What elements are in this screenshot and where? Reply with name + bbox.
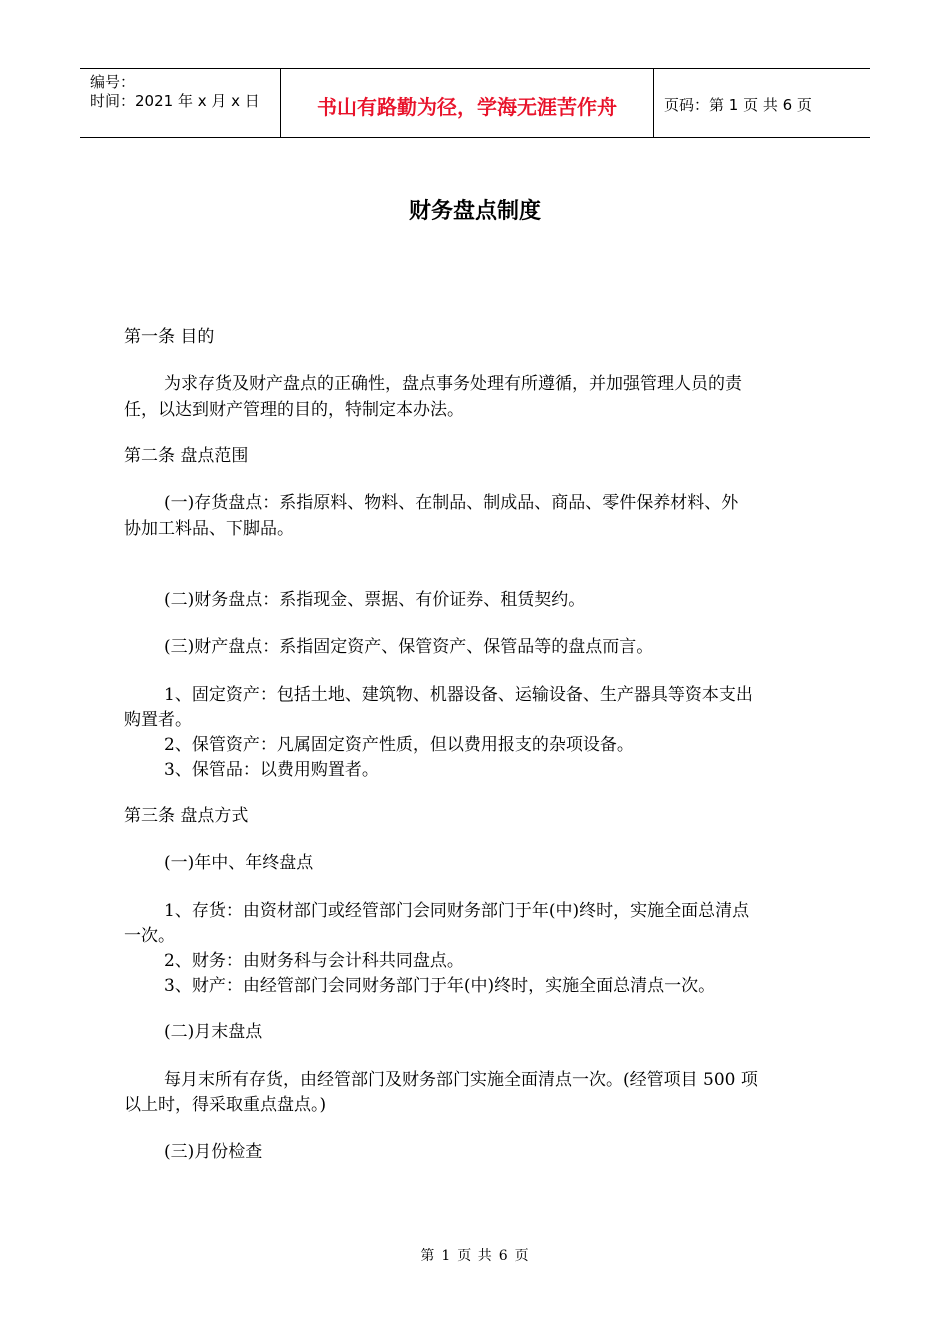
article2-sub3: 3、保管品：以费用购置者。 [164,760,379,780]
header-motto: 书山有路勤为径，学海无涯苦作舟 [281,69,654,137]
article2-sub2: 2、保管资产：凡属固定资产性质，但以费用报支的杂项设备。 [164,735,634,755]
article2-heading: 第二条 盘点范围 [124,446,249,466]
article3-item1: (一)年中、年终盘点 [164,853,314,873]
article1-body-line1: 为求存货及财产盘点的正确性，盘点事务处理有所遵循，并加强管理人员的责 [164,374,742,394]
document-title: 财务盘点制度 [408,199,541,224]
page-footer [0,1245,950,1265]
article3-item2-body-line2: 以上时，得采取重点盘点。) [124,1095,327,1115]
article2-sub1-line2: 购置者。 [124,710,192,730]
footer-page-total: 6 [498,1248,509,1264]
article2-item1-line2: 协加工料品、下脚品。 [124,519,294,539]
article1-heading: 第一条 目的 [124,327,215,347]
document-header [80,68,870,138]
footer-page-prefix: 第 [420,1248,436,1264]
article2-item2: (二)财务盘点：系指现金、票据、有价证券、租赁契约。 [164,590,586,610]
footer-page-num: 1 [441,1248,452,1264]
article2-item3: (三)财产盘点：系指固定资产、保管资产、保管品等的盘点而言。 [164,637,654,657]
article3-sub2: 2、财务：由财务科与会计科共同盘点。 [164,951,464,971]
article3-item2-body-line1: 每月末所有存货，由经管部门及财务部门实施全面清点一次。(经管项目 500 项 [164,1070,758,1090]
article2-sub1-line1: 1、固定资产：包括土地、建筑物、机器设备、运输设备、生产器具等资本支出 [164,685,753,705]
article3-sub3: 3、财产：由经管部门会同财务部门于年(中)终时，实施全面总清点一次。 [164,976,716,996]
article1-body-line2: 任，以达到财产管理的目的，特制定本办法。 [124,400,464,420]
article3-item3: (三)月份检查 [164,1142,263,1162]
article2-item1-line1: (一)存货盘点：系指原料、物料、在制品、制成品、商品、零件保养材料、外 [164,493,739,513]
header-meta [80,69,281,137]
article3-sub1-line2: 一次。 [124,926,175,946]
header-number-label: 编号： [90,73,136,91]
article3-sub1-line1: 1、存货：由资材部门或经管部门会同财务部门于年(中)终时，实施全面总清点 [164,901,750,921]
article3-heading: 第三条 盘点方式 [124,806,249,826]
footer-page-suffix: 页 [514,1248,530,1264]
footer-page-mid: 页 共 [457,1248,493,1264]
article3-item2: (二)月末盘点 [164,1022,263,1042]
header-page-info: 页码：第 1 页 共 6 页 [664,95,812,114]
header-time-label: 时间：2021 年 x 月 x 日 [90,92,260,110]
